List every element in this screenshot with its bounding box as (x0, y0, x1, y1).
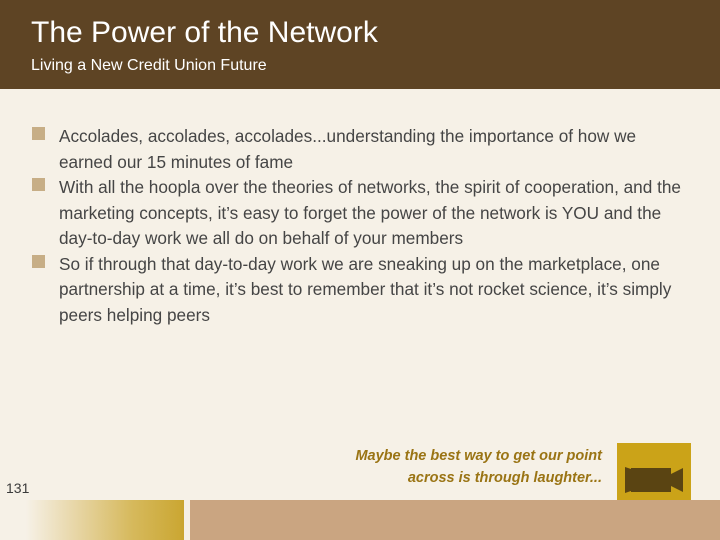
footer-bar (190, 500, 720, 540)
bullet-text: With all the hoopla over the theories of networks, the spirit of cooperation, and the marketing concepts, it’s easy to forget the power of the network is YOU and the day-to-day work we all do on behalf of your members (59, 177, 681, 248)
bullet-item (32, 252, 692, 329)
laughter-callout (272, 446, 602, 489)
square-bullet-icon (32, 127, 45, 140)
footer-gradient-bar (0, 500, 184, 540)
slide-subtitle: Living a New Credit Union Future (31, 57, 267, 74)
page-number: 131 (6, 480, 30, 496)
square-bullet-icon (32, 178, 45, 191)
callout-line-2: across is through laughter... (407, 469, 602, 486)
bullet-list (32, 124, 692, 328)
callout-line-1: Maybe the best way to get our point (355, 448, 602, 464)
bullet-item (32, 124, 692, 175)
bullet-text: Accolades, accolades, accolades...understanding the importance of how we earned our 15 minutes of fame (59, 126, 637, 172)
bullet-text: So if through that day-to-day work we are sneaking up on the marketplace, one partnership at a time, it’s best to remember that it’s not rocket science, it’s simply peers helping peers (59, 253, 672, 325)
title-bar (0, 0, 720, 89)
slide-title: The Power of the Network (31, 16, 378, 49)
bullet-item (32, 175, 692, 252)
square-bullet-icon (32, 255, 45, 268)
movie-camera-icon (625, 467, 683, 493)
